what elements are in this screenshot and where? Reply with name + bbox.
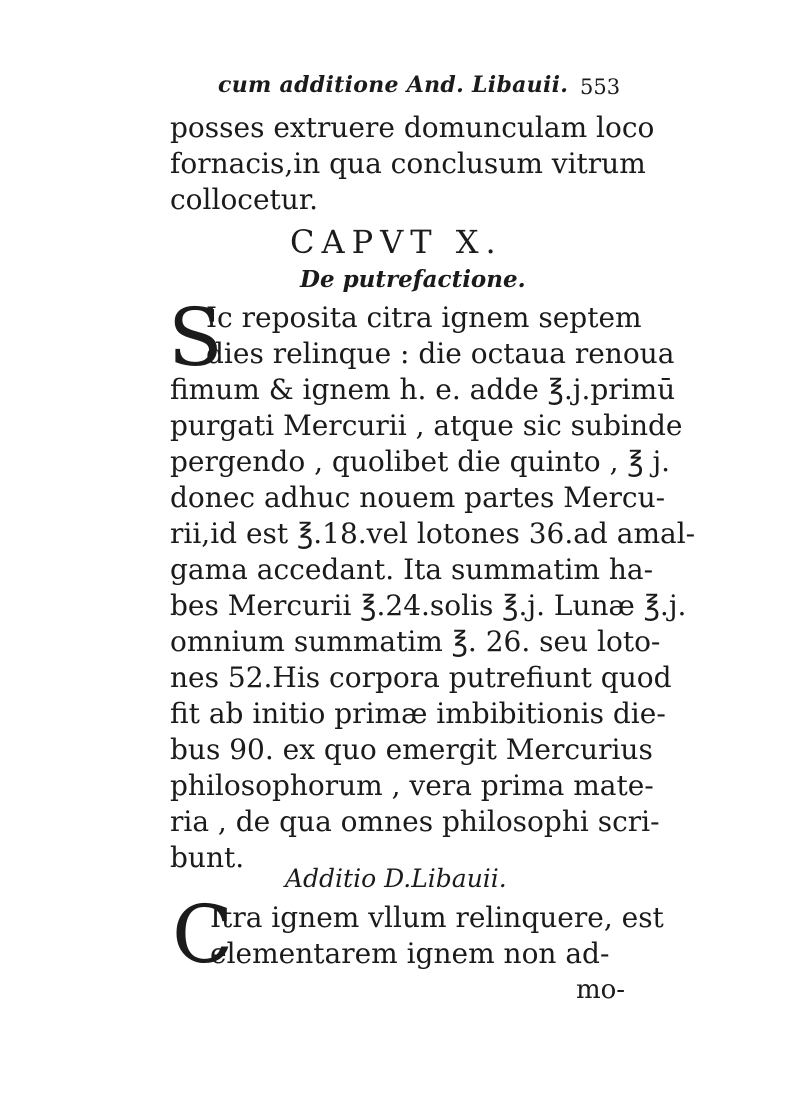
continuation-text (170, 110, 655, 218)
text-line: collocetur. (170, 183, 319, 216)
section-heading: Additio D.Libauii. (285, 864, 507, 893)
text-line: omnium summatim ℥. 26. seu loto- (170, 625, 661, 658)
paragraph-additio (170, 900, 664, 972)
chapter-subtitle: De putrefactione. (300, 266, 526, 293)
text-line: donec adhuc nouem partes Mercu- (170, 481, 666, 514)
text-line: Ic reposita citra ignem septem (206, 301, 642, 334)
text-line: elementarem ignem non ad- (210, 937, 610, 970)
chapter-title: CAPVT X. (290, 223, 503, 261)
text-line: fornacis,in qua conclusum vitrum (170, 147, 646, 180)
text-line: philosophorum , vera prima mate- (170, 769, 654, 802)
text-line: dies relinque : die octaua renoua (206, 337, 675, 370)
text-line: gama accedant. Ita summatim ha- (170, 553, 654, 586)
text-line: bunt. (170, 841, 245, 874)
text-line: fimum & ignem h. e. adde ℥.j.primū (170, 373, 676, 406)
text-line: nes 52.His corpora putrefiunt quod (170, 661, 672, 694)
text-line: pergendo , quolibet die quinto , ℥ j. (170, 445, 671, 478)
text-line: ria , de qua omnes philosophi scri- (170, 805, 660, 838)
text-line: Itra ignem vllum relinquere, est (210, 901, 664, 934)
text-line: bus 90. ex quo emergit Mercurius (170, 733, 653, 766)
drop-cap-initial: S (168, 291, 223, 384)
drop-cap-initial: C (172, 888, 234, 981)
paragraph-putrefaction (168, 291, 696, 876)
running-head: cum additione And. Libauii. (218, 72, 569, 98)
text-line: purgati Mercurii , atque sic subinde (170, 409, 683, 442)
text-line: fit ab initio primæ imbibitionis die- (170, 697, 666, 730)
catchword: mo- (576, 975, 626, 1005)
page-number: 553 (580, 75, 621, 99)
text-line: posses extruere domunculam loco (170, 111, 655, 144)
text-line: rii,id est ℥.18.vel lotones 36.ad amal- (170, 517, 696, 550)
text-line: bes Mercurii ℥.24.solis ℥.j. Lunæ ℥.j. (170, 589, 687, 622)
